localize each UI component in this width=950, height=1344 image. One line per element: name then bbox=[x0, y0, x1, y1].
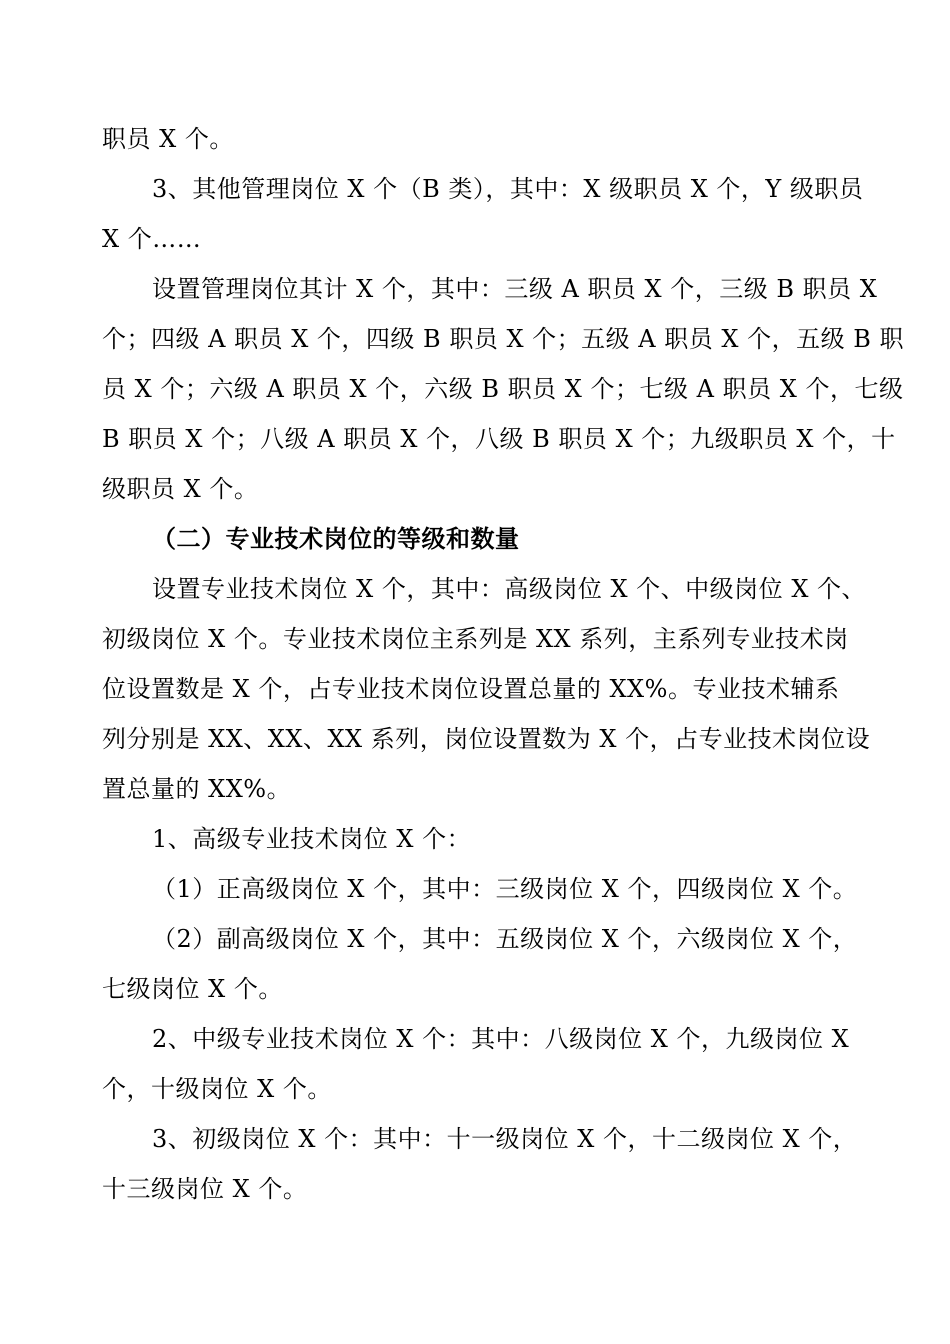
text-line: 职员 X 个。 bbox=[102, 125, 234, 153]
text-line: 个，十级岗位 X 个。 bbox=[102, 1075, 332, 1103]
text-line: （1）正高级岗位 X 个，其中：三级岗位 X 个，四级岗位 X 个。 bbox=[152, 875, 858, 903]
text-line: 3、初级岗位 X 个：其中：十一级岗位 X 个，十二级岗位 X 个， bbox=[152, 1125, 858, 1153]
text-line: 1、高级专业技术岗位 X 个： bbox=[152, 825, 472, 853]
text-line: X 个…… bbox=[102, 225, 202, 253]
text-line: 级职员 X 个。 bbox=[102, 475, 259, 503]
text-line: 十三级岗位 X 个。 bbox=[102, 1175, 308, 1203]
text-line: 设置管理岗位其计 X 个，其中：三级 A 职员 X 个，三级 B 职员 X bbox=[152, 275, 878, 303]
text-line: 位设置数是 X 个，占专业技术岗位设置总量的 XX%。专业技术辅系 bbox=[102, 675, 840, 703]
text-line: 2、中级专业技术岗位 X 个：其中：八级岗位 X 个，九级岗位 X bbox=[152, 1025, 850, 1053]
text-line: 列分别是 XX、XX、XX 系列，岗位设置数为 X 个，占专业技术岗位设 bbox=[102, 725, 871, 753]
text-line: 个；四级 A 职员 X 个，四级 B 职员 X 个；五级 A 职员 X 个，五级 B 职 bbox=[102, 325, 904, 353]
text-line: 初级岗位 X 个。专业技术岗位主系列是 XX 系列，主系列专业技术岗 bbox=[102, 625, 849, 653]
text-line: 3、其他管理岗位 X 个（B 类），其中：X 级职员 X 个，Y 级职员 bbox=[152, 175, 864, 203]
text-line: 员 X 个；六级 A 职员 X 个，六级 B 职员 X 个；七级 A 职员 X 个，七级 bbox=[102, 375, 904, 403]
text-line: B 职员 X 个；八级 A 职员 X 个，八级 B 职员 X 个；九级职员 X 个，十 bbox=[102, 425, 896, 453]
section-heading: （二）专业技术岗位的等级和数量 bbox=[152, 524, 520, 553]
text-line: （2）副高级岗位 X 个，其中：五级岗位 X 个，六级岗位 X 个， bbox=[152, 925, 858, 953]
text-line: 置总量的 XX%。 bbox=[102, 775, 292, 803]
text-line: 七级岗位 X 个。 bbox=[102, 975, 283, 1003]
text-line: 设置专业技术岗位 X 个，其中：高级岗位 X 个、中级岗位 X 个、 bbox=[152, 575, 867, 603]
